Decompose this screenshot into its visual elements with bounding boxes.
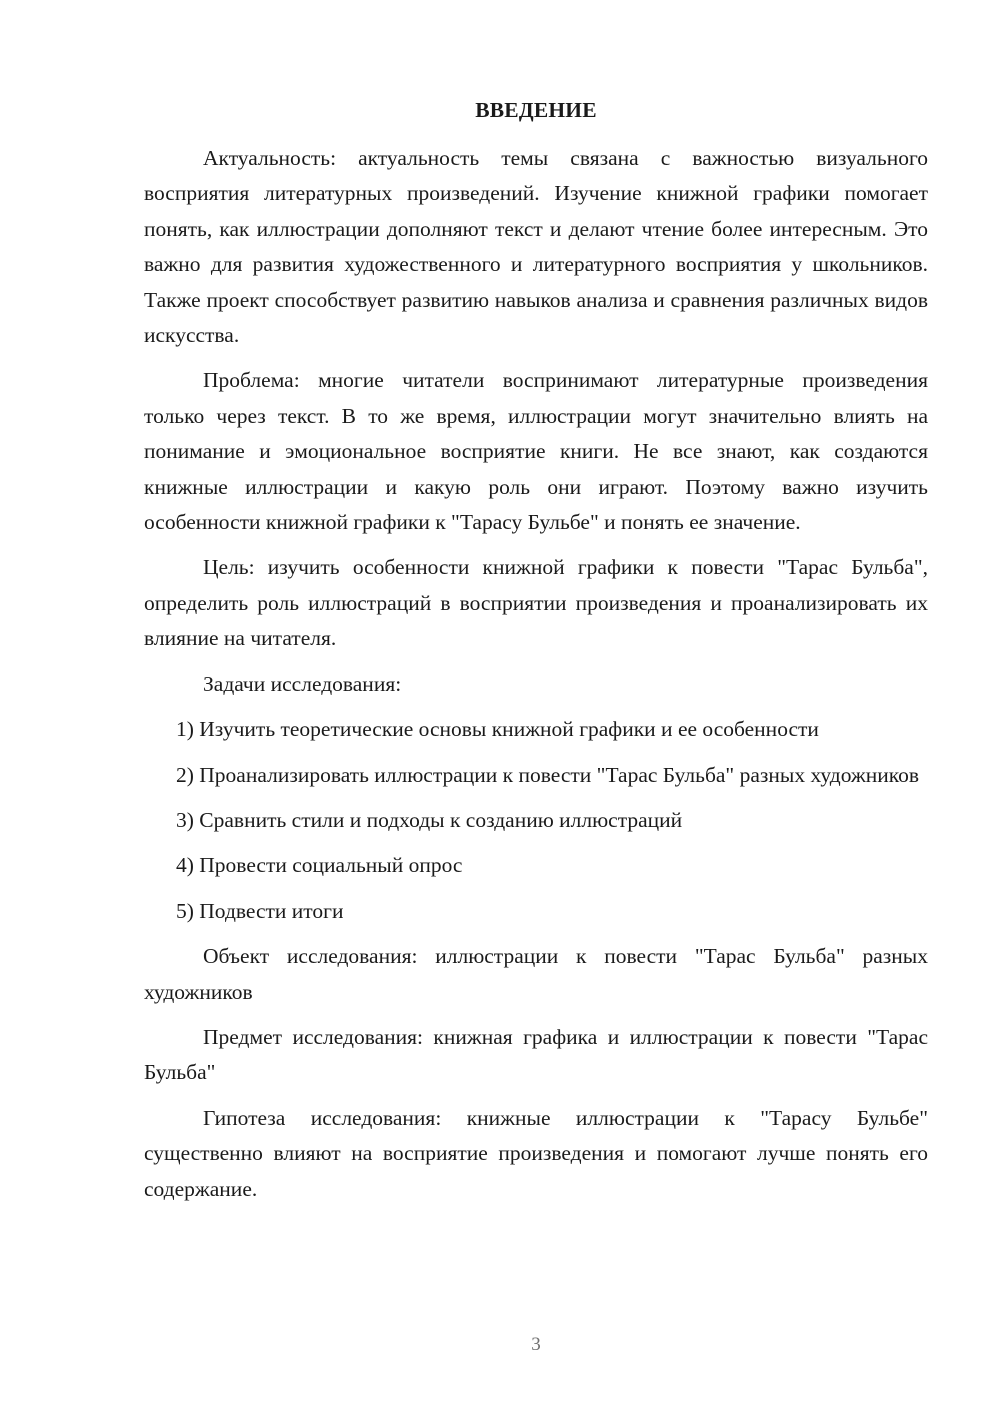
page-number: 3 (531, 1334, 541, 1355)
paragraph-goal: Цель: изучить особенности книжной графики к повести "Тарас Бульба", определить роль иллюстраций в восприятии произведения и проанализировать их влияние на читателя. (144, 555, 928, 651)
task-item-5: 5) Подвести итоги (176, 898, 344, 923)
task-item-4: 4) Провести социальный опрос (176, 853, 463, 878)
task-item-1: 1) Изучить теоретические основы книжной графики и ее особенности (176, 717, 819, 742)
paragraph-object: Объект исследования: иллюстрации к повести "Тарас Бульба" разных художников (144, 944, 928, 1004)
tasks-heading: Задачи исследования: (203, 671, 402, 696)
task-item-2: 2) Проанализировать иллюстрации к повести "Тарас Бульба" разных художников (176, 762, 920, 787)
task-item-3: 3) Сравнить стили и подходы к созданию иллюстраций (176, 807, 683, 832)
paragraph-hypothesis: Гипотеза исследования: книжные иллюстрации к "Тарасу Бульбе" существенно влияют на восприятие произведения и помогают лучше понять его содержание. (144, 1105, 928, 1201)
paragraph-subject: Предмет исследования: книжная графика и иллюстрации к повести "Тарас Бульба" (144, 1024, 928, 1085)
paragraph-relevance: Актуальность: актуальность темы связана с важностью визуального восприятия литературных произведений. Изучение книжной графики помогает понять, как иллюстрации дополняют текст и делают чтение более интересным. Это важно для развития художественного и литературного восприятия у школьников. Также проект способствует развитию навыков анализа и сравнения различных видов искусства. (144, 146, 928, 348)
paragraph-problem: Проблема: многие читатели воспринимают литературные произведения только через текст. В то же время, иллюстрации могут значительно влиять на понимание и эмоциональное восприятие книги. Не все знают, как создаются книжные иллюстрации и какую роль они играют. Поэтому важно изучить особенности книжной графики к "Тарасу Бульбе" и понять ее значение. (144, 368, 928, 535)
section-title: ВВЕДЕНИЕ (475, 98, 597, 122)
page-content (144, 95, 928, 1217)
